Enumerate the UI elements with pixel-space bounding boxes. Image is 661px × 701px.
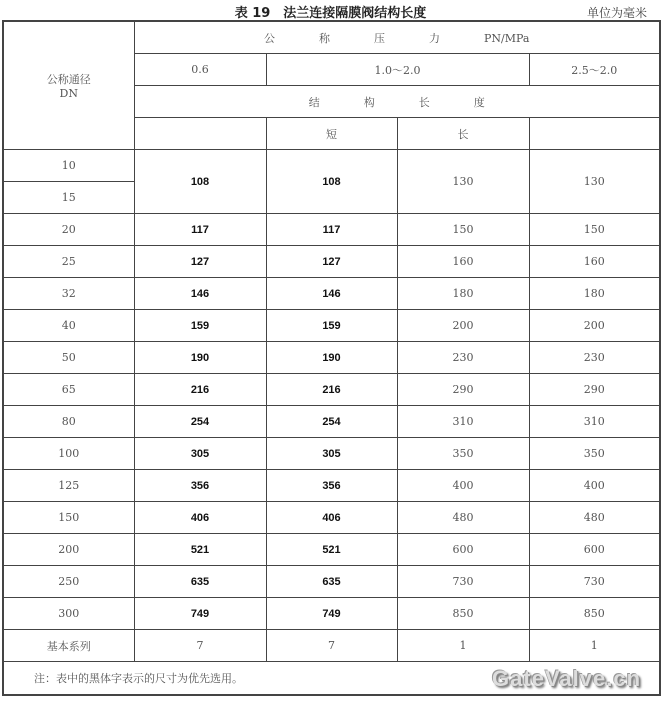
value-cell: 127 [134, 246, 266, 278]
note-cell [3, 662, 660, 696]
value-cell: 130 [529, 150, 660, 214]
pn-value: 1.0～2.0 [266, 54, 529, 86]
value-cell: 600 [397, 534, 529, 566]
table-row [3, 150, 660, 182]
value-cell: 356 [266, 470, 397, 502]
dn-cell: 150 [3, 502, 134, 534]
table-row [3, 374, 660, 406]
dimension-table [2, 20, 661, 696]
value-cell: 7 [266, 630, 397, 662]
value-cell: 400 [529, 470, 660, 502]
value-cell: 200 [397, 310, 529, 342]
dn-cell: 125 [3, 470, 134, 502]
table-row [3, 438, 660, 470]
value-cell: 190 [266, 342, 397, 374]
value-cell: 290 [529, 374, 660, 406]
value-cell: 521 [134, 534, 266, 566]
dn-cell: 25 [3, 246, 134, 278]
dn-cell: 15 [3, 182, 134, 214]
len-char: 度 [473, 95, 485, 109]
dn-cell: 40 [3, 310, 134, 342]
value-cell: 200 [529, 310, 660, 342]
value-cell: 400 [397, 470, 529, 502]
value-cell: 635 [266, 566, 397, 598]
dn-cell: 50 [3, 342, 134, 374]
value-cell: 305 [266, 438, 397, 470]
pn-unit: PN/MPa [484, 31, 530, 45]
value-cell: 730 [397, 566, 529, 598]
value-cell: 7 [134, 630, 266, 662]
value-cell: 350 [529, 438, 660, 470]
pn-value: 2.5～2.0 [529, 54, 660, 86]
value-cell: 117 [266, 214, 397, 246]
basic-series-row [3, 630, 660, 662]
value-cell: 1 [529, 630, 660, 662]
dn-cell: 250 [3, 566, 134, 598]
value-cell: 406 [134, 502, 266, 534]
value-cell: 480 [397, 502, 529, 534]
value-cell: 117 [134, 214, 266, 246]
sub-header [134, 118, 266, 150]
sub-header-short: 短 [266, 118, 397, 150]
table-row [3, 502, 660, 534]
value-cell: 305 [134, 438, 266, 470]
value-cell: 850 [529, 598, 660, 630]
dn-cell: 20 [3, 214, 134, 246]
note-row [3, 662, 660, 696]
pn-char: 公 [264, 31, 276, 45]
value-cell: 230 [529, 342, 660, 374]
dn-cell: 10 [3, 150, 134, 182]
value-cell: 406 [266, 502, 397, 534]
dn-cell: 300 [3, 598, 134, 630]
table-title: 表 19 法兰连接隔膜阀结构长度 [234, 6, 427, 21]
value-cell: 290 [397, 374, 529, 406]
pn-header [134, 21, 660, 54]
value-cell: 180 [397, 278, 529, 310]
basic-series-label: 基本系列 [3, 630, 134, 662]
dn-cell: 80 [3, 406, 134, 438]
pn-value: 0.6 [134, 54, 266, 86]
pn-char: 称 [319, 31, 331, 45]
value-cell: 480 [529, 502, 660, 534]
pn-char: 力 [429, 31, 441, 45]
value-cell: 730 [529, 566, 660, 598]
dn-cell: 65 [3, 374, 134, 406]
dn-sub: DN [59, 87, 78, 100]
value-cell: 180 [529, 278, 660, 310]
value-cell: 1 [397, 630, 529, 662]
value-cell: 850 [397, 598, 529, 630]
dn-cell: 32 [3, 278, 134, 310]
value-cell: 108 [134, 150, 266, 214]
value-cell: 254 [134, 406, 266, 438]
value-cell: 160 [529, 246, 660, 278]
unit-label: 单位为毫米 [586, 6, 647, 20]
value-cell: 254 [266, 406, 397, 438]
value-cell: 160 [397, 246, 529, 278]
note-text: 注：表中的黑体字表示的尺寸为优先选用。 [34, 672, 243, 685]
table-row [3, 214, 660, 246]
value-cell: 230 [397, 342, 529, 374]
table-row [3, 278, 660, 310]
pn-char: 压 [374, 31, 386, 45]
value-cell: 749 [266, 598, 397, 630]
value-cell: 146 [134, 278, 266, 310]
table-row [3, 342, 660, 374]
watermark-logo: GateValve.cn [492, 666, 642, 691]
table-row [3, 246, 660, 278]
value-cell: 350 [397, 438, 529, 470]
value-cell: 130 [397, 150, 529, 214]
sub-header-long: 长 [397, 118, 529, 150]
value-cell: 749 [134, 598, 266, 630]
dn-label: 公称通径 [46, 73, 91, 86]
value-cell: 356 [134, 470, 266, 502]
value-cell: 159 [134, 310, 266, 342]
value-cell: 635 [134, 566, 266, 598]
value-cell: 159 [266, 310, 397, 342]
value-cell: 108 [266, 150, 397, 214]
len-char: 结 [308, 95, 320, 109]
dn-header [3, 21, 134, 150]
dn-cell: 100 [3, 438, 134, 470]
table-row [3, 534, 660, 566]
table-row [3, 470, 660, 502]
value-cell: 150 [397, 214, 529, 246]
value-cell: 216 [266, 374, 397, 406]
table-row [3, 598, 660, 630]
table-row [3, 566, 660, 598]
value-cell: 216 [134, 374, 266, 406]
value-cell: 127 [266, 246, 397, 278]
value-cell: 146 [266, 278, 397, 310]
value-cell: 310 [529, 406, 660, 438]
dn-cell: 200 [3, 534, 134, 566]
length-header [134, 86, 660, 118]
value-cell: 150 [529, 214, 660, 246]
len-char: 构 [363, 95, 375, 109]
value-cell: 521 [266, 534, 397, 566]
len-char: 长 [418, 95, 430, 109]
sub-header [529, 118, 660, 150]
table-row [3, 406, 660, 438]
value-cell: 600 [529, 534, 660, 566]
value-cell: 190 [134, 342, 266, 374]
table-row [3, 310, 660, 342]
value-cell: 310 [397, 406, 529, 438]
